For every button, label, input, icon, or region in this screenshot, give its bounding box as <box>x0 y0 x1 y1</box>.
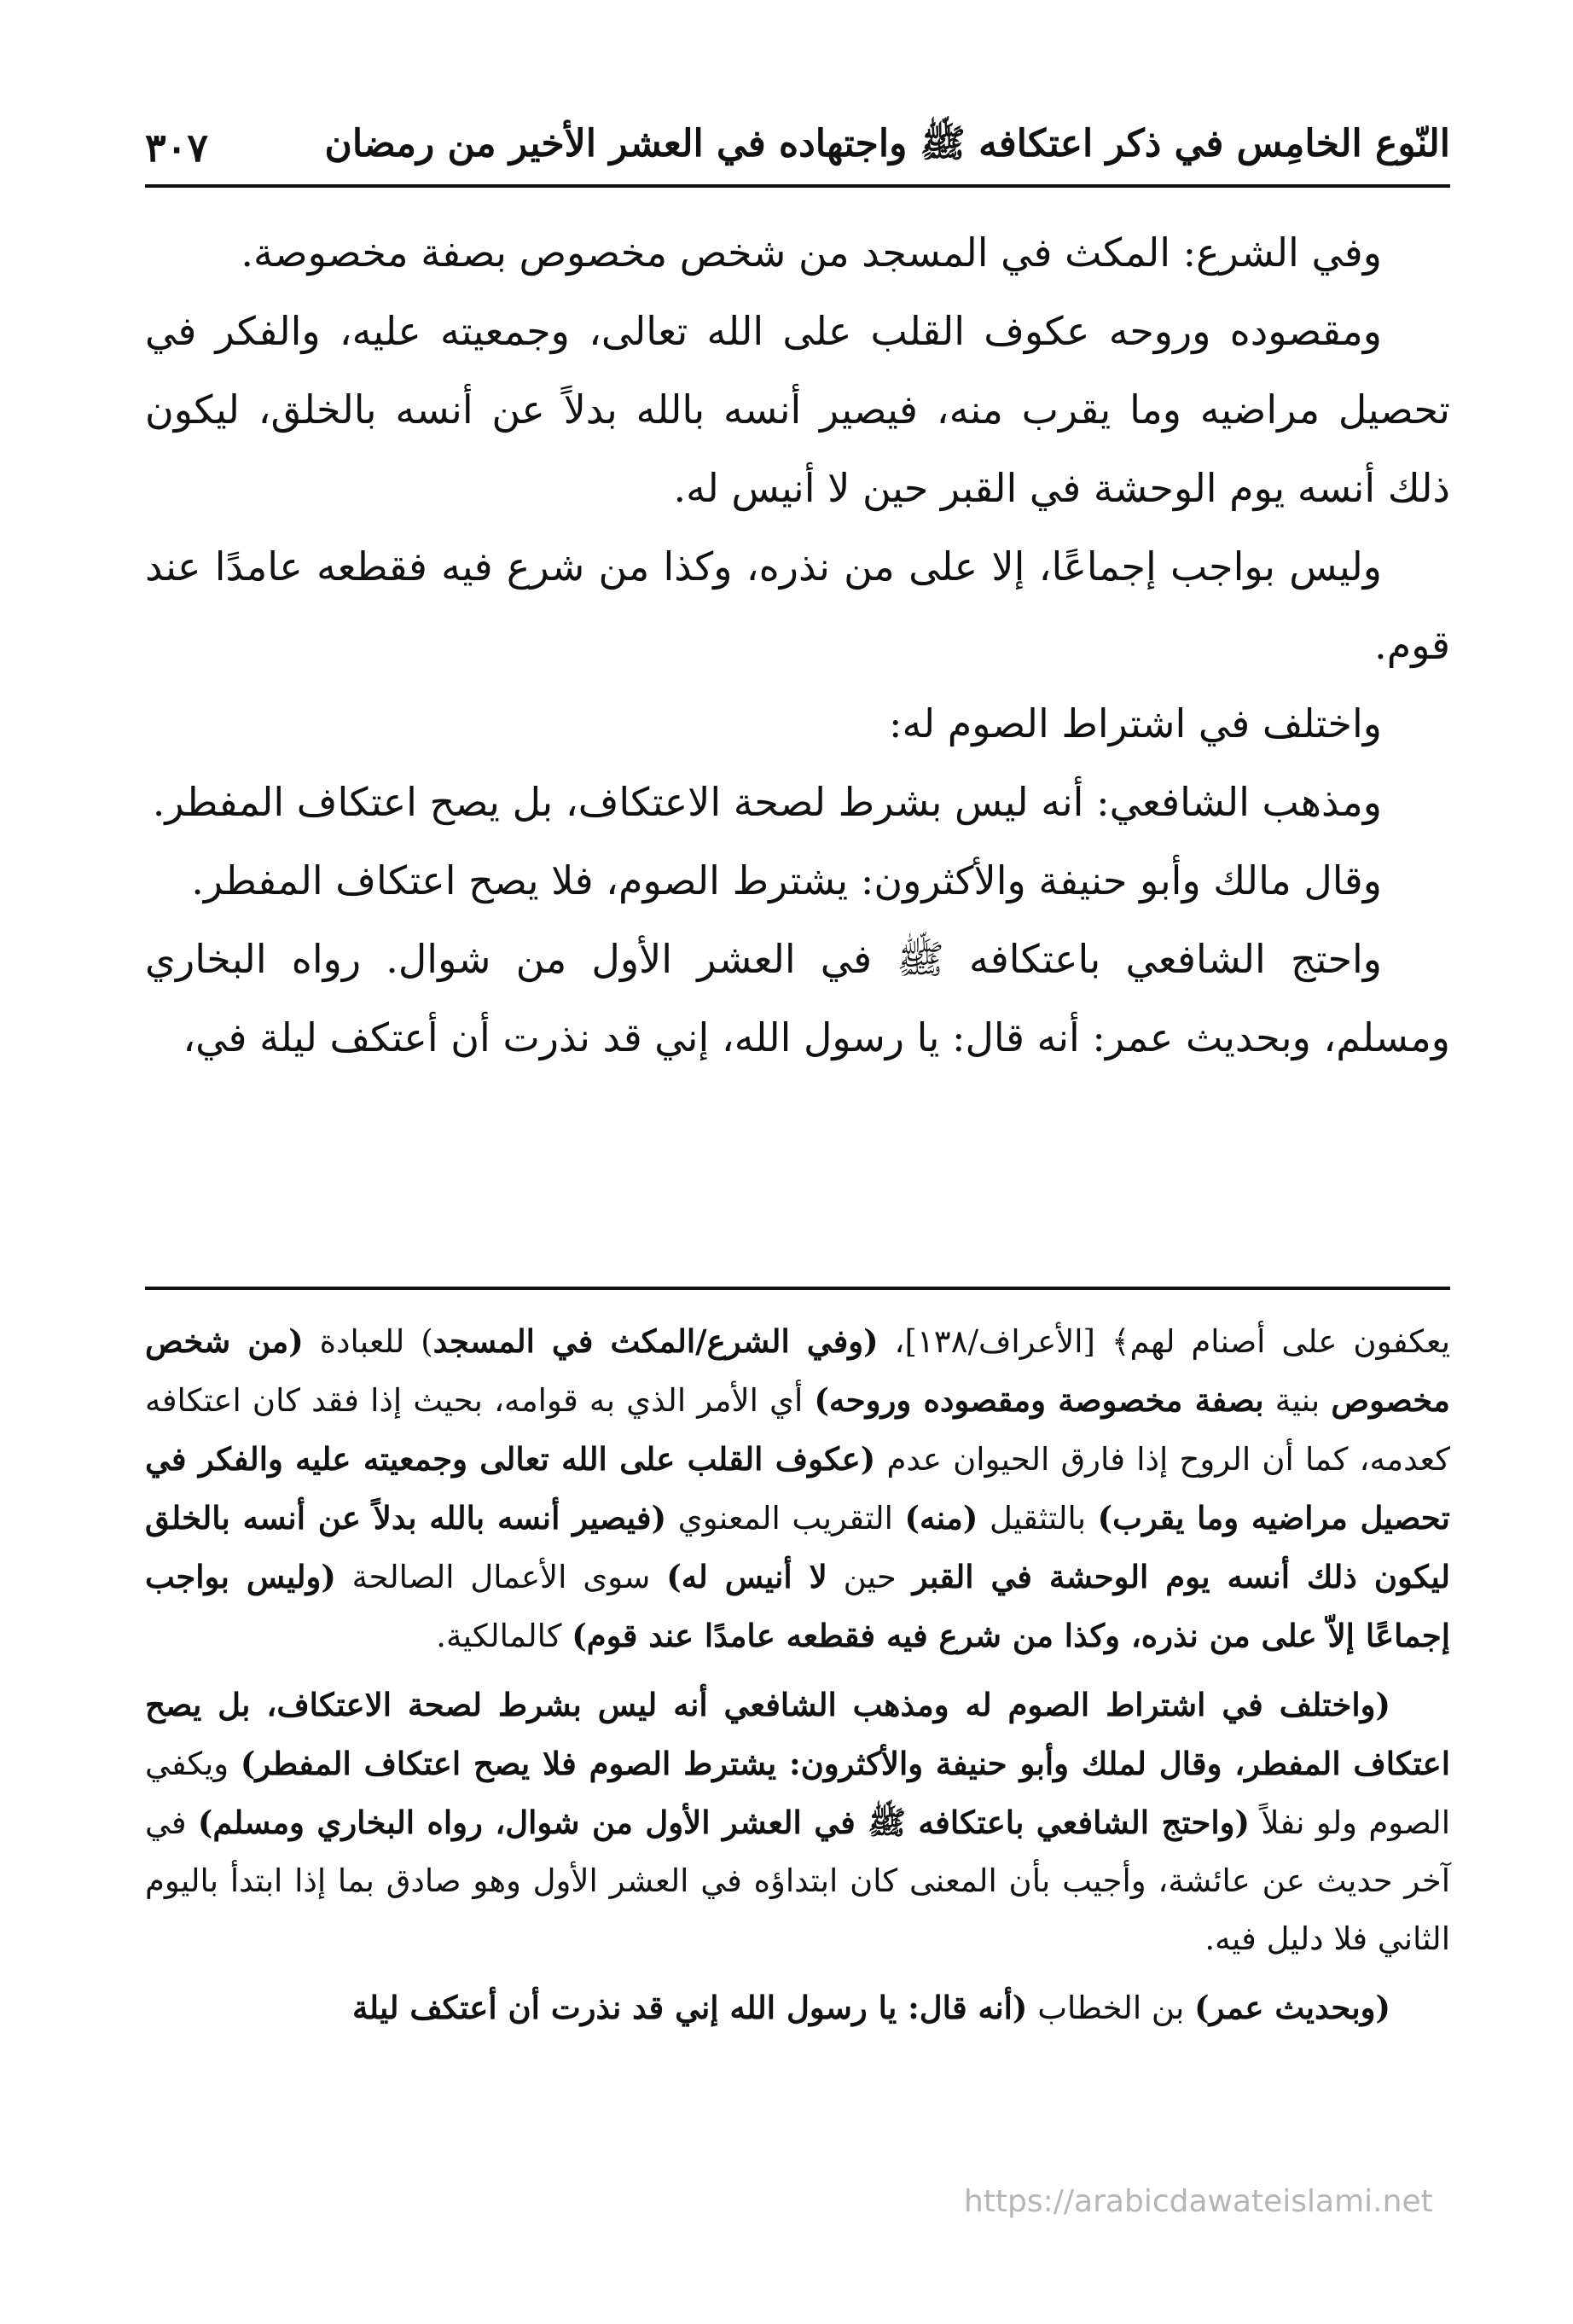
page-number: ٣٠٧ <box>145 125 209 171</box>
main-text <box>145 213 1450 1077</box>
commentary-segment: التقريب المعنوي <box>666 1500 905 1537</box>
commentary-section <box>145 1312 1450 2048</box>
commentary-segment-bold: (عكوف القلب على الله تعالى وجمعيته عليه والفكر في تحصيل مراضيه وما يقرب) <box>145 1440 1450 1537</box>
commentary-segment-bold: (وفي الشرع/المكث في المسجد <box>432 1322 879 1360</box>
commentary-segment: بن الخطاب <box>1027 1990 1195 2026</box>
commentary-segment-bold: (أنه قال: يا رسول الله إني قد نذرت أن أعتكف ليلة <box>351 1989 1028 2026</box>
main-paragraph: وليس بواجب إجماعًا، إلا على من نذره، وكذا من شرع فيه فقطعه عامدًا عند قوم. <box>145 543 1450 668</box>
commentary-segment-bold: لا أنيس له) <box>666 1558 827 1595</box>
main-paragraph: ومقصوده وروحه عكوف القلب على الله تعالى، وجمعيته عليه، والفكر في تحصيل مراضيه وما يقرب منه، فيصير أنسه بالله بدلاً عن أنسه بالخلق، ليكون ذلك أنسه يوم الوحشة في القبر حين لا أنيس له. <box>145 308 1450 511</box>
main-paragraph: واختلف في اشتراط الصوم له: <box>889 700 1382 747</box>
source-watermark: https://arabicdawateislami.net <box>964 2184 1433 2219</box>
commentary-segment: بنية <box>1263 1382 1332 1419</box>
running-title: النّوع الخامِس في ذكر اعتكافه ﷺ واجتهاده في العشر الأخير من رمضان <box>324 122 1450 166</box>
main-paragraph: وفي الشرع: المكث في المسجد من شخص مخصوص بصفة مخصوصة. <box>241 229 1382 276</box>
header-divider <box>145 184 1450 188</box>
commentary-segment: سوى الأعمال الصالحة <box>335 1559 667 1595</box>
commentary-divider <box>145 1287 1450 1290</box>
commentary-segment-bold: بصفة مخصوصة ومقصوده وروحه) <box>814 1381 1264 1419</box>
commentary-paragraph <box>145 1978 1450 2037</box>
commentary-segment: يعكفون على أصنام لهم﴾ [الأعراف/١٣٨]، <box>878 1323 1450 1360</box>
main-paragraph: واحتج الشافعي باعتكافه ﷺ في العشر الأول من شوال. رواه البخاري ومسلم، وبحديث عمر: أنه قال: يا رسول الله، إني قد نذرت أن أعتكف ليلة في، <box>145 936 1450 1060</box>
commentary-segment: ) للعبادة <box>303 1323 433 1360</box>
commentary-paragraph <box>145 1312 1450 1665</box>
commentary-segment-bold: (من شخص مخصوص <box>145 1322 1450 1419</box>
commentary-segment: بالتثقيل <box>978 1500 1098 1537</box>
page-header <box>145 109 1450 186</box>
commentary-segment-bold: (فيصير أنسه بالله بدلاً عن أنسه بالخلق ليكون ذلك أنسه يوم الوحشة في القبر <box>145 1499 1450 1595</box>
commentary-paragraph <box>145 1676 1450 1968</box>
commentary-segment-bold: (واختلف في اشتراط الصوم له ومذهب الشافعي أنه ليس بشرط لصحة الاعتكاف، بل يصح اعتكاف المفطر، وقال لملك وأبو حنيفة والأكثرون: يشترط الصوم فلا يصح اعتكاف المفطر) <box>145 1686 1450 1782</box>
commentary-segment-bold: (وبحديث عمر) <box>1194 1989 1390 2026</box>
commentary-segment-bold: (واحتج الشافعي باعتكافه ﷺ في العشر الأول من شوال، رواه البخاري ومسلم) <box>197 1804 1251 1841</box>
commentary-segment: كالمالكية. <box>436 1618 572 1654</box>
commentary-segment: في آخر حديث عن عائشة، وأجيب بأن المعنى كان ابتداؤه في العشر الأول وهو صادق بما إذا ابتدأ باليوم الثاني فلا دليل فيه. <box>145 1804 1450 1957</box>
commentary-segment: أي الأمر الذي به قوامه، بحيث إذا فقد كان اعتكافه كعدمه، كما أن الروح إذا فارق الحيوان عدم <box>145 1382 1451 1478</box>
commentary-segment: حين <box>827 1559 913 1595</box>
commentary-segment-bold: (وليس بواجب إجماعًا إلاّ على من نذره، وكذا من شرع فيه فقطعه عامدًا عند قوم) <box>145 1558 1450 1654</box>
commentary-segment: ويكفي الصوم ولو نفلاً <box>145 1746 1450 1841</box>
main-paragraph: ومذهب الشافعي: أنه ليس بشرط لصحة الاعتكاف، بل يصح اعتكاف المفطر. <box>152 779 1382 825</box>
commentary-segment-bold: (منه) <box>904 1499 978 1537</box>
main-paragraph: وقال مالك وأبو حنيفة والأكثرون: يشترط الصوم، فلا يصح اعتكاف المفطر. <box>191 857 1382 903</box>
